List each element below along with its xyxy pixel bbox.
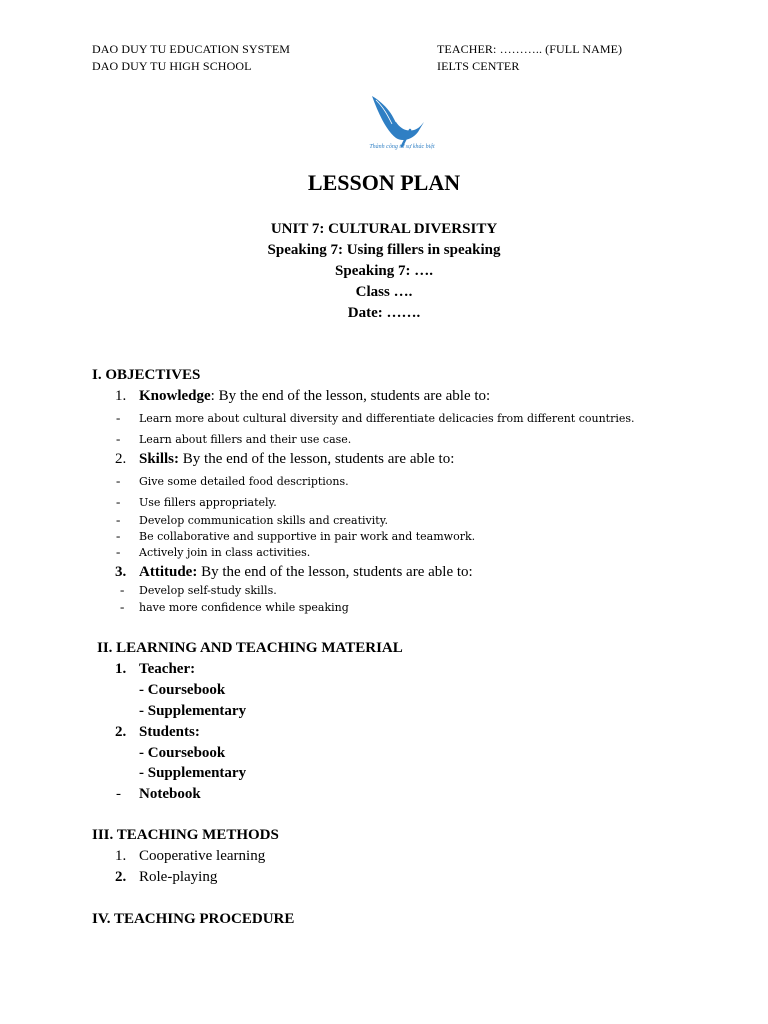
bullet-dash: -	[116, 410, 121, 425]
skills-number: 2.	[115, 451, 127, 467]
attitude-bullet: have more confidence while speaking	[139, 601, 349, 614]
attitude-item	[139, 564, 473, 581]
attitude-label: Attitude:	[139, 564, 198, 580]
teacher-material: - Supplementary	[139, 703, 247, 719]
attitude-bullet: Develop self-study skills.	[139, 584, 277, 597]
bullet-dash: -	[116, 431, 121, 446]
bullet-dash: -	[116, 544, 121, 559]
knowledge-text: : By the end of the lesson, students are able to:	[210, 388, 491, 404]
knowledge-bullet: Learn about fillers and their use case.	[139, 433, 352, 446]
knowledge-number: 1.	[115, 388, 127, 404]
skills-item	[139, 451, 454, 468]
date-line: Date: …….	[347, 305, 421, 321]
bullet-dash: -	[116, 473, 121, 488]
skills-bullet: Give some detailed food descriptions.	[139, 475, 349, 488]
lesson-title: Speaking 7: Using fillers in speaking	[267, 242, 501, 258]
students-material: - Coursebook	[139, 745, 226, 761]
skills-bullet: Develop communication skills and creativity.	[139, 514, 388, 527]
attitude-text: By the end of the lesson, students are able to:	[197, 564, 473, 580]
skills-bullet: Be collaborative and supportive in pair work and teamwork.	[139, 530, 476, 543]
teacher-material: - Coursebook	[139, 682, 226, 698]
objectives-heading: I. OBJECTIVES	[92, 367, 201, 383]
method-number: 1.	[115, 848, 127, 864]
procedure-heading: IV. TEACHING PROCEDURE	[92, 911, 295, 927]
students-label: Students:	[139, 724, 200, 740]
knowledge-item	[139, 388, 490, 405]
method-number: 2.	[115, 869, 127, 885]
method-item: Cooperative learning	[139, 848, 266, 864]
header-left-line2: DAO DUY TU HIGH SCHOOL	[92, 59, 252, 73]
knowledge-bullet: Learn more about cultural diversity and differentiate delicacies from different countries.	[139, 412, 635, 425]
bullet-dash: -	[116, 512, 121, 527]
knowledge-label: Knowledge	[139, 388, 211, 404]
bullet-dash: -	[120, 599, 125, 614]
skills-bullet: Actively join in class activities.	[139, 546, 311, 559]
logo-tagline: Thành công từ sự khác biệt	[369, 144, 435, 150]
teacher-label: Teacher:	[139, 661, 196, 677]
attitude-number: 3.	[115, 564, 127, 580]
skills-text: By the end of the lesson, students are able to:	[179, 451, 455, 467]
bullet-dash: -	[116, 528, 121, 543]
skills-bullet: Use fillers appropriately.	[139, 496, 277, 509]
teacher-number: 1.	[115, 661, 127, 677]
header-left-line1: DAO DUY TU EDUCATION SYSTEM	[92, 42, 291, 56]
school-logo	[352, 88, 452, 158]
header-right-line2: IELTS CENTER	[437, 59, 520, 73]
bullet-dash: -	[120, 582, 125, 597]
skills-label: Skills:	[139, 451, 180, 467]
methods-heading: III. TEACHING METHODS	[92, 827, 279, 843]
notebook-item: Notebook	[139, 786, 201, 802]
materials-heading: II. LEARNING AND TEACHING MATERIAL	[97, 640, 403, 656]
bullet-dash: -	[116, 786, 121, 802]
unit-title: UNIT 7: CULTURAL DIVERSITY	[270, 221, 498, 237]
students-number: 2.	[115, 724, 127, 740]
method-item: Role-playing	[139, 869, 218, 885]
bullet-dash: -	[116, 494, 121, 509]
page-title: LESSON PLAN	[307, 170, 461, 195]
students-material: - Supplementary	[139, 765, 247, 781]
speaking-line: Speaking 7: ….	[335, 263, 433, 279]
header-right-line1: TEACHER: ……….. (FULL NAME)	[437, 42, 623, 56]
class-line: Class ….	[355, 284, 413, 300]
